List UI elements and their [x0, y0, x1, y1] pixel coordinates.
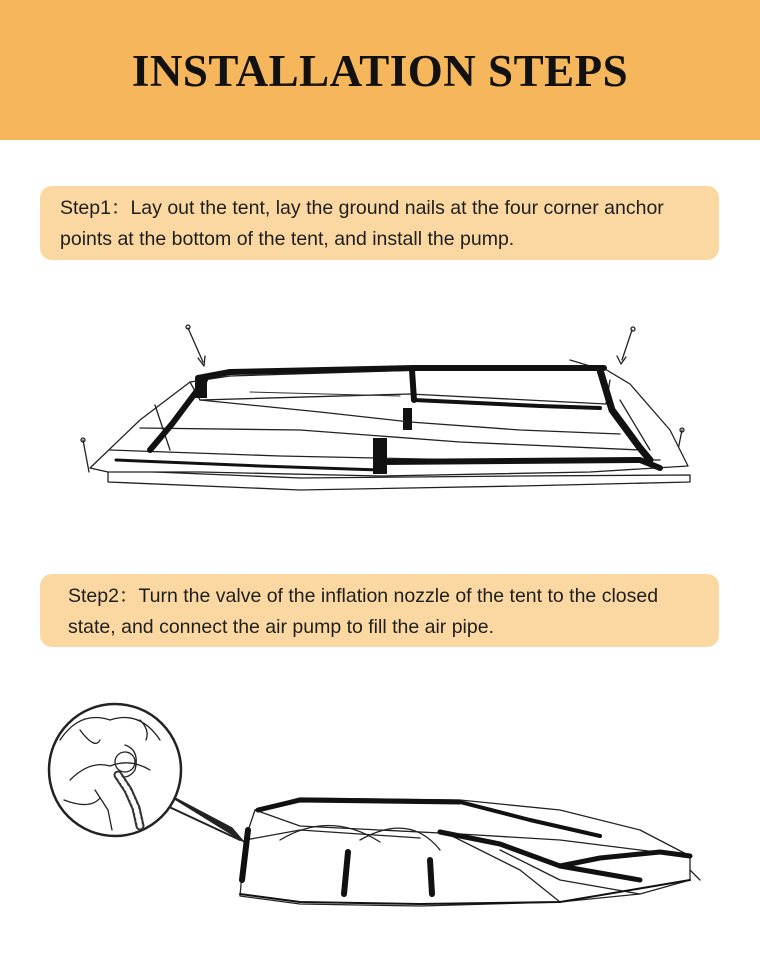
ground-nail-icon [186, 325, 205, 366]
ground-nail-icon [617, 327, 635, 364]
inflated-tent [240, 798, 700, 906]
ground-nail-icon [81, 438, 89, 472]
step-1-box [40, 186, 719, 260]
page-title: INSTALLATION STEPS [131, 46, 629, 96]
header-banner [0, 0, 760, 140]
pump-nozzle-closeup [49, 704, 181, 836]
step-2-text: Step2：Turn the valve of the inflation nozzle of the tent to the closed state, and connect the air pump to fill the air pipe. [68, 585, 659, 638]
inflation-illustration [0, 680, 760, 954]
flat-tent-illustration [0, 300, 760, 520]
step-2-box [40, 574, 719, 647]
step-1-text: Step1：Lay out the tent, lay the ground nails at the four corner anchor points at the bottom of the tent, and install the pump. [60, 197, 664, 250]
